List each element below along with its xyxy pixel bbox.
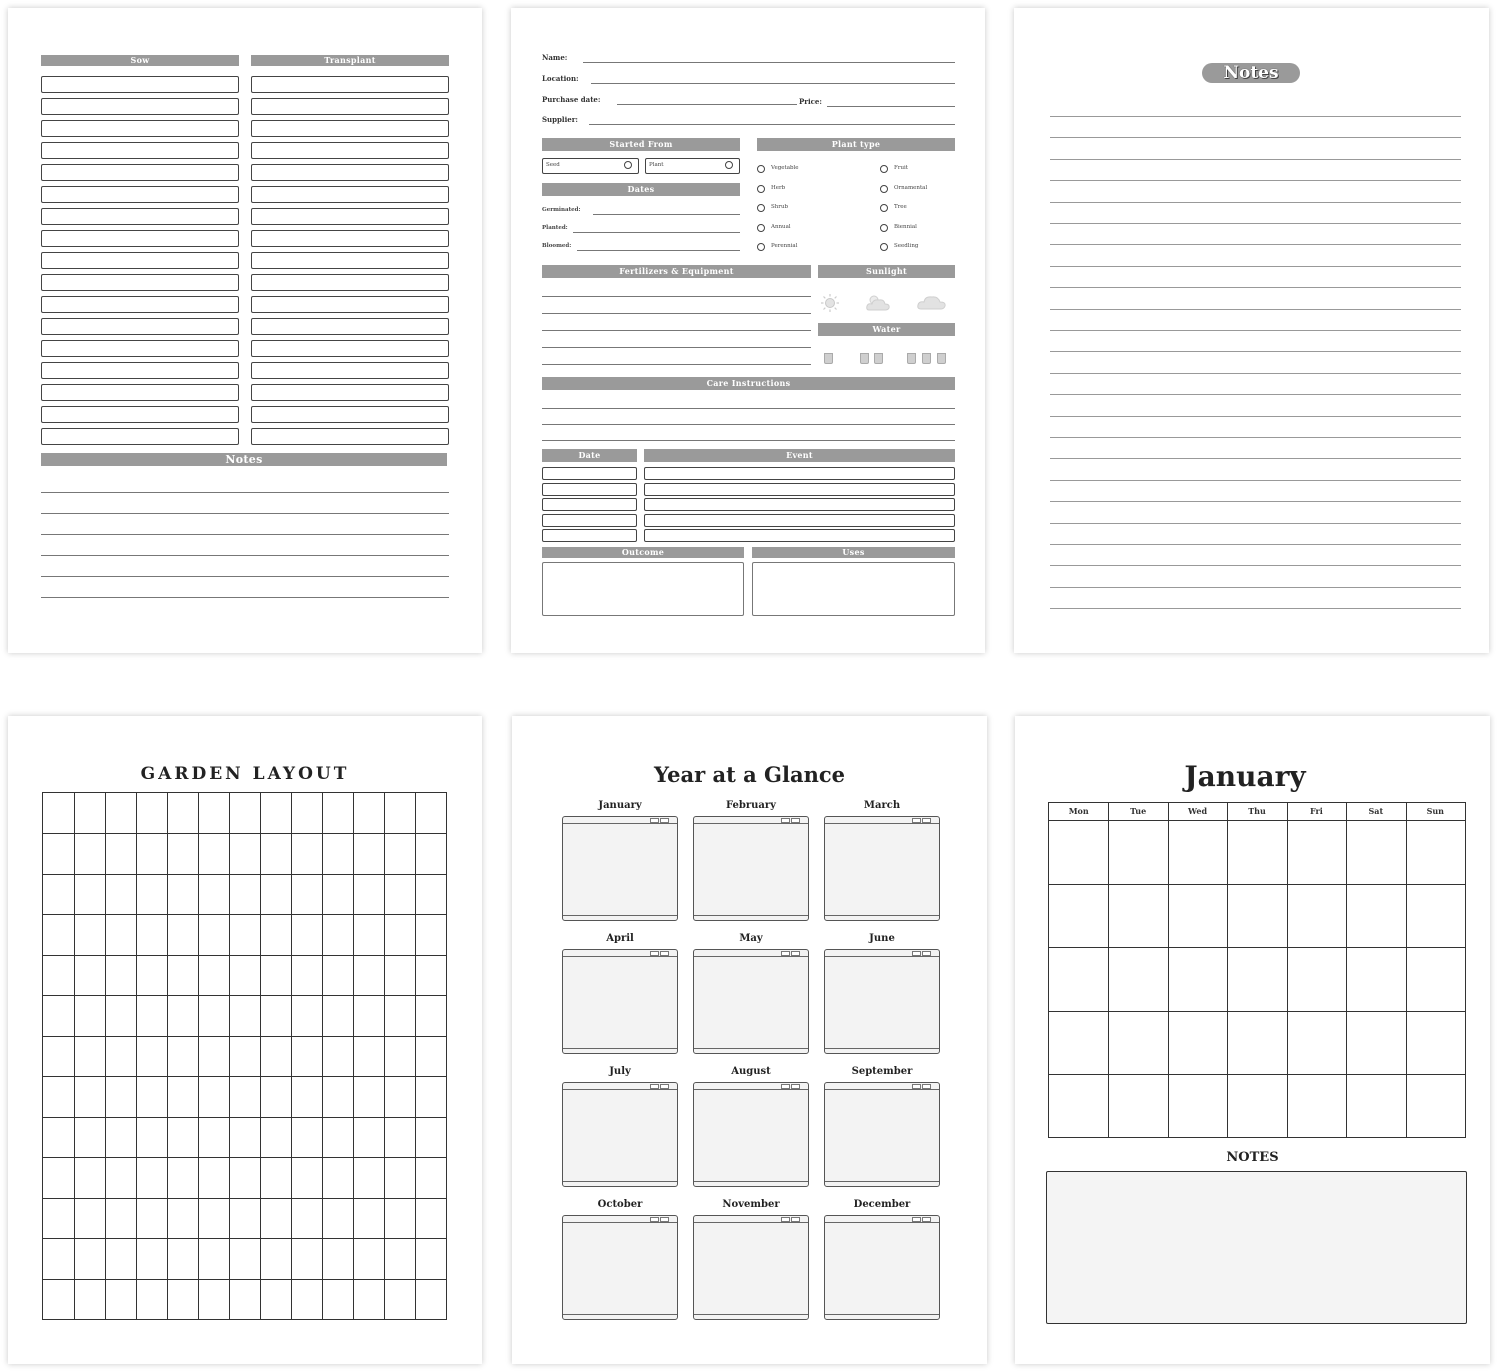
fertilizer-line[interactable]: [542, 364, 811, 365]
calendar-tab: [791, 818, 800, 823]
notes-line[interactable]: [41, 513, 449, 514]
notes-line[interactable]: [1050, 544, 1461, 545]
seed-label: Seed: [546, 162, 560, 168]
calendar-hline: [1049, 1011, 1465, 1012]
outcome-header: Outcome: [542, 547, 744, 558]
fertilizer-line[interactable]: [542, 313, 811, 314]
calendar-bottom-rule: [563, 1048, 677, 1049]
weekday-header: Fri: [1310, 806, 1323, 816]
date-entry-box[interactable]: [542, 514, 637, 527]
grid-vline: [198, 793, 199, 1319]
supplier-field[interactable]: [589, 124, 955, 125]
calendar-top-rule: [563, 956, 677, 957]
calendar-tab: [650, 1084, 659, 1089]
grid-vline: [322, 793, 323, 1319]
notes-line[interactable]: [1050, 565, 1461, 566]
notes-line[interactable]: [1050, 523, 1461, 524]
grid-hline: [43, 1198, 446, 1199]
calendar-hline: [1049, 947, 1465, 948]
plant-type-radio[interactable]: [757, 224, 765, 232]
outcome-box[interactable]: [542, 562, 744, 616]
notes-line[interactable]: [1050, 608, 1461, 609]
plant-type-label: Shrub: [771, 204, 789, 210]
garden-layout-title: GARDEN LAYOUT: [140, 764, 350, 784]
sow-entry-box[interactable]: [41, 208, 239, 225]
event-entry-box[interactable]: [644, 467, 955, 480]
calendar-bottom-rule: [825, 1181, 939, 1182]
month-label: October: [597, 1199, 643, 1210]
page-garden-layout: [8, 716, 482, 1364]
price-field[interactable]: [827, 106, 955, 107]
germinated-field[interactable]: [593, 214, 740, 215]
calendar-tab: [660, 1217, 669, 1222]
sow-entry-box[interactable]: [41, 120, 239, 137]
notes-header: Notes: [41, 453, 447, 466]
sow-entry-box[interactable]: [41, 230, 239, 247]
uses-header: Uses: [752, 547, 955, 558]
care-line[interactable]: [542, 440, 955, 441]
month-calendar-box[interactable]: [693, 1082, 809, 1187]
page-sow-transplant: [8, 8, 482, 653]
calendar-top-rule: [563, 1089, 677, 1090]
notes-box[interactable]: [1046, 1171, 1467, 1324]
water-cup-icon[interactable]: [922, 353, 931, 364]
month-label: December: [853, 1199, 911, 1210]
fertilizer-line[interactable]: [542, 347, 811, 348]
sow-entry-box[interactable]: [41, 340, 239, 357]
notes-line[interactable]: [41, 597, 449, 598]
germinated-label: Germinated:: [542, 207, 581, 213]
grid-vline: [384, 793, 385, 1319]
weekday-header: Tue: [1130, 806, 1147, 816]
date-entry-box[interactable]: [542, 467, 637, 480]
plant-type-radio[interactable]: [757, 243, 765, 251]
notes-line[interactable]: [1050, 116, 1461, 117]
grid-vline: [229, 793, 230, 1319]
sow-entry-box[interactable]: [41, 406, 239, 423]
grid-vline: [415, 793, 416, 1319]
started-from-header: Started From: [542, 138, 740, 151]
grid-hline: [43, 955, 446, 956]
notes-line[interactable]: [1050, 309, 1461, 310]
notes-line[interactable]: [1050, 202, 1461, 203]
calendar-bottom-rule: [694, 1048, 808, 1049]
calendar-bottom-rule: [694, 1181, 808, 1182]
sow-entry-box[interactable]: [41, 76, 239, 93]
notes-title: Notes: [1202, 63, 1300, 83]
plant-type-radio[interactable]: [757, 185, 765, 193]
water-cup-icon[interactable]: [824, 353, 833, 364]
calendar-tab: [660, 951, 669, 956]
grid-hline: [43, 914, 446, 915]
grid-hline: [43, 995, 446, 996]
calendar-bottom-rule: [563, 1181, 677, 1182]
garden-grid[interactable]: [42, 792, 447, 1320]
fertilizers-header: Fertilizers & Equipment: [542, 265, 811, 278]
grid-hline: [43, 1117, 446, 1118]
transplant-entry-box[interactable]: [251, 406, 449, 423]
weekday-header: Sat: [1368, 806, 1384, 816]
grid-vline: [167, 793, 168, 1319]
plant-type-label: Tree: [894, 204, 907, 210]
grid-hline: [43, 874, 446, 875]
transplant-entry-box[interactable]: [251, 208, 449, 225]
calendar-bottom-rule: [563, 915, 677, 916]
month-label: March: [863, 800, 901, 811]
month-calendar-box[interactable]: [824, 949, 940, 1054]
plant-type-label: Vegetable: [771, 165, 799, 171]
transplant-header: Transplant: [251, 55, 449, 66]
calendar-vline: [1168, 803, 1169, 1137]
notes-line[interactable]: [1050, 266, 1461, 267]
month-label: September: [851, 1066, 913, 1077]
notes-line[interactable]: [1050, 458, 1461, 459]
transplant-entry-box[interactable]: [251, 186, 449, 203]
purchase-date-label: Purchase date:: [542, 95, 601, 104]
calendar-top-rule: [825, 1089, 939, 1090]
notes-line[interactable]: [1050, 480, 1461, 481]
sow-entry-box[interactable]: [41, 164, 239, 181]
month-title: January: [1184, 760, 1306, 793]
sow-entry-box[interactable]: [41, 296, 239, 313]
plant-type-label: Fruit: [894, 165, 908, 171]
plant-type-radio[interactable]: [880, 185, 888, 193]
grid-hline: [43, 1238, 446, 1239]
plant-label: Plant: [649, 162, 664, 168]
event-entry-box[interactable]: [644, 498, 955, 511]
transplant-entry-box[interactable]: [251, 142, 449, 159]
grid-vline: [260, 793, 261, 1319]
plant-type-radio[interactable]: [757, 165, 765, 173]
sow-entry-box[interactable]: [41, 274, 239, 291]
sow-entry-box[interactable]: [41, 186, 239, 203]
notes-line[interactable]: [1050, 394, 1461, 395]
calendar-top-rule: [694, 823, 808, 824]
calendar-tab: [922, 951, 931, 956]
notes-line[interactable]: [41, 492, 449, 493]
grid-vline: [136, 793, 137, 1319]
notes-line[interactable]: [1050, 287, 1461, 288]
grid-vline: [74, 793, 75, 1319]
month-label: January: [598, 800, 642, 811]
calendar-bottom-rule: [825, 1048, 939, 1049]
sunlight-header: Sunlight: [818, 265, 955, 278]
planted-label: Planted:: [542, 225, 568, 231]
calendar-tab: [650, 1217, 659, 1222]
planted-field[interactable]: [573, 232, 740, 233]
purchase-date-field[interactable]: [617, 104, 797, 105]
location-label: Location:: [542, 74, 579, 83]
page-plant-record: [511, 8, 985, 653]
transplant-entry-box[interactable]: [251, 362, 449, 379]
calendar-top-rule: [825, 1222, 939, 1223]
notes-label: NOTES: [1226, 1150, 1279, 1165]
plant-option[interactable]: [645, 158, 740, 174]
transplant-entry-box[interactable]: [251, 252, 449, 269]
calendar-tab: [660, 818, 669, 823]
sow-header: Sow: [41, 55, 239, 66]
seed-option[interactable]: [542, 158, 639, 174]
month-label: August: [731, 1066, 771, 1077]
date-entry-box[interactable]: [542, 529, 637, 542]
month-calendar-box[interactable]: [562, 949, 678, 1054]
month-calendar-box[interactable]: [693, 949, 809, 1054]
plant-type-radio[interactable]: [880, 224, 888, 232]
sow-entry-box[interactable]: [41, 142, 239, 159]
weekday-header: Sun: [1426, 806, 1444, 816]
date-entry-box[interactable]: [542, 498, 637, 511]
calendar-top-rule: [825, 956, 939, 957]
plant-type-header: Plant type: [757, 138, 955, 151]
calendar-hline: [1049, 1074, 1465, 1075]
supplier-label: Supplier:: [542, 115, 578, 124]
water-cup-icon[interactable]: [860, 353, 869, 364]
calendar-top-rule: [563, 1222, 677, 1223]
calendar-tab: [791, 1217, 800, 1222]
care-line[interactable]: [542, 424, 955, 425]
calendar-top-rule: [563, 823, 677, 824]
notes-line[interactable]: [1050, 501, 1461, 502]
notes-line[interactable]: [41, 555, 449, 556]
page-year-at-a-glance: [512, 716, 987, 1364]
monthly-calendar: [1048, 802, 1466, 1138]
location-field[interactable]: [591, 83, 955, 84]
calendar-tab: [912, 1217, 921, 1222]
calendar-header-rule: [1049, 820, 1465, 821]
calendar-top-rule: [694, 956, 808, 957]
calendar-tab: [912, 1084, 921, 1089]
month-label: February: [725, 800, 776, 811]
transplant-entry-box[interactable]: [251, 340, 449, 357]
calendar-top-rule: [825, 823, 939, 824]
sow-entry-box[interactable]: [41, 428, 239, 445]
transplant-entry-box[interactable]: [251, 428, 449, 445]
sow-entry-box[interactable]: [41, 384, 239, 401]
year-at-a-glance-title: Year at a Glance: [654, 762, 845, 787]
transplant-entry-box[interactable]: [251, 384, 449, 401]
water-cup-icon[interactable]: [937, 353, 946, 364]
water-cup-icon[interactable]: [907, 353, 916, 364]
month-calendar-box[interactable]: [824, 1215, 940, 1320]
transplant-entry-box[interactable]: [251, 76, 449, 93]
notes-line[interactable]: [1050, 416, 1461, 417]
care-instructions-header: Care Instructions: [542, 377, 955, 390]
calendar-vline: [1346, 803, 1347, 1137]
calendar-vline: [1108, 803, 1109, 1137]
plant-type-radio[interactable]: [757, 204, 765, 212]
calendar-tab: [781, 818, 790, 823]
sow-entry-box[interactable]: [41, 318, 239, 335]
bloomed-field[interactable]: [577, 250, 740, 251]
calendar-bottom-rule: [825, 915, 939, 916]
month-label: November: [722, 1199, 780, 1210]
uses-box[interactable]: [752, 562, 955, 616]
calendar-tab: [912, 818, 921, 823]
calendar-tab: [781, 951, 790, 956]
event-entry-box[interactable]: [644, 514, 955, 527]
month-label: July: [609, 1066, 631, 1077]
fertilizer-line[interactable]: [542, 296, 811, 297]
weekday-header: Mon: [1068, 806, 1089, 816]
month-calendar-box[interactable]: [562, 1082, 678, 1187]
notes-line[interactable]: [1050, 373, 1461, 374]
calendar-top-rule: [694, 1089, 808, 1090]
grid-vline: [105, 793, 106, 1319]
transplant-entry-box[interactable]: [251, 296, 449, 313]
calendar-tab: [650, 818, 659, 823]
month-label: June: [869, 933, 895, 944]
calendar-tab: [781, 1217, 790, 1222]
transplant-entry-box[interactable]: [251, 230, 449, 247]
notes-line[interactable]: [1050, 330, 1461, 331]
calendar-tab: [791, 1084, 800, 1089]
plant-type-radio[interactable]: [880, 204, 888, 212]
seed-radio[interactable]: [624, 161, 632, 169]
month-label: April: [606, 933, 634, 944]
transplant-entry-box[interactable]: [251, 164, 449, 181]
month-calendar-box[interactable]: [824, 816, 940, 921]
notes-line[interactable]: [41, 576, 449, 577]
name-label: Name:: [542, 53, 568, 62]
month-calendar-box[interactable]: [562, 1215, 678, 1320]
calendar-top-rule: [694, 1222, 808, 1223]
calendar-tab: [650, 951, 659, 956]
date-entry-box[interactable]: [542, 483, 637, 496]
page-january: [1015, 716, 1490, 1364]
plant-type-label: Annual: [771, 223, 791, 230]
month-label: May: [739, 933, 763, 944]
grid-hline: [43, 1279, 446, 1280]
weekday-header: Thu: [1248, 806, 1266, 816]
calendar-bottom-rule: [825, 1314, 939, 1315]
event-header: Event: [644, 449, 955, 462]
event-entry-box[interactable]: [644, 529, 955, 542]
notes-line[interactable]: [1050, 587, 1461, 588]
notes-line[interactable]: [1050, 437, 1461, 438]
transplant-entry-box[interactable]: [251, 120, 449, 137]
calendar-bottom-rule: [694, 1314, 808, 1315]
grid-vline: [353, 793, 354, 1319]
plant-type-label: Seedling: [894, 243, 919, 249]
calendar-tab: [912, 951, 921, 956]
price-label: Price:: [799, 97, 822, 106]
plant-type-radio[interactable]: [880, 165, 888, 173]
sow-entry-box[interactable]: [41, 98, 239, 115]
notes-line[interactable]: [1050, 159, 1461, 160]
calendar-vline: [1406, 803, 1407, 1137]
calendar-tab: [922, 1217, 931, 1222]
month-calendar-box[interactable]: [693, 1215, 809, 1320]
calendar-tab: [791, 951, 800, 956]
date-header: Date: [542, 449, 637, 462]
calendar-bottom-rule: [694, 915, 808, 916]
calendar-vline: [1227, 803, 1228, 1137]
calendar-tab: [922, 1084, 931, 1089]
grid-hline: [43, 1076, 446, 1077]
page-notes: [1014, 8, 1489, 653]
care-line[interactable]: [542, 408, 955, 409]
notes-line[interactable]: [1050, 180, 1461, 181]
weekday-header: Wed: [1188, 806, 1208, 816]
sow-entry-box[interactable]: [41, 252, 239, 269]
notes-line[interactable]: [1050, 244, 1461, 245]
notes-line[interactable]: [1050, 351, 1461, 352]
water-header: Water: [818, 323, 955, 336]
water-cup-icon[interactable]: [874, 353, 883, 364]
event-entry-box[interactable]: [644, 483, 955, 496]
plant-type-label: Biennial: [894, 223, 917, 230]
fertilizer-line[interactable]: [542, 330, 811, 331]
plant-type-label: Perennial: [771, 243, 798, 249]
month-calendar-box[interactable]: [824, 1082, 940, 1187]
plant-type-label: Ornamental: [894, 184, 928, 191]
bloomed-label: Bloomed:: [542, 243, 572, 249]
grid-hline: [43, 1036, 446, 1037]
dates-header: Dates: [542, 183, 740, 196]
calendar-tab: [660, 1084, 669, 1089]
calendar-hline: [1049, 884, 1465, 885]
transplant-entry-box[interactable]: [251, 274, 449, 291]
calendar-tab: [922, 818, 931, 823]
name-field[interactable]: [583, 62, 955, 63]
grid-vline: [291, 793, 292, 1319]
grid-hline: [43, 1157, 446, 1158]
sun-icon[interactable]: [820, 293, 840, 313]
month-calendar-box[interactable]: [693, 816, 809, 921]
calendar-vline: [1287, 803, 1288, 1137]
plant-type-radio[interactable]: [880, 243, 888, 251]
sow-entry-box[interactable]: [41, 362, 239, 379]
grid-hline: [43, 833, 446, 834]
transplant-entry-box[interactable]: [251, 98, 449, 115]
calendar-bottom-rule: [563, 1314, 677, 1315]
plant-radio[interactable]: [725, 161, 733, 169]
transplant-entry-box[interactable]: [251, 318, 449, 335]
plant-type-label: Herb: [771, 184, 786, 191]
cloudy-icon[interactable]: [917, 293, 947, 311]
partly-cloudy-icon[interactable]: [865, 294, 891, 312]
month-calendar-box[interactable]: [562, 816, 678, 921]
notes-line[interactable]: [41, 534, 449, 535]
calendar-tab: [781, 1084, 790, 1089]
notes-line[interactable]: [1050, 223, 1461, 224]
notes-line[interactable]: [1050, 137, 1461, 138]
